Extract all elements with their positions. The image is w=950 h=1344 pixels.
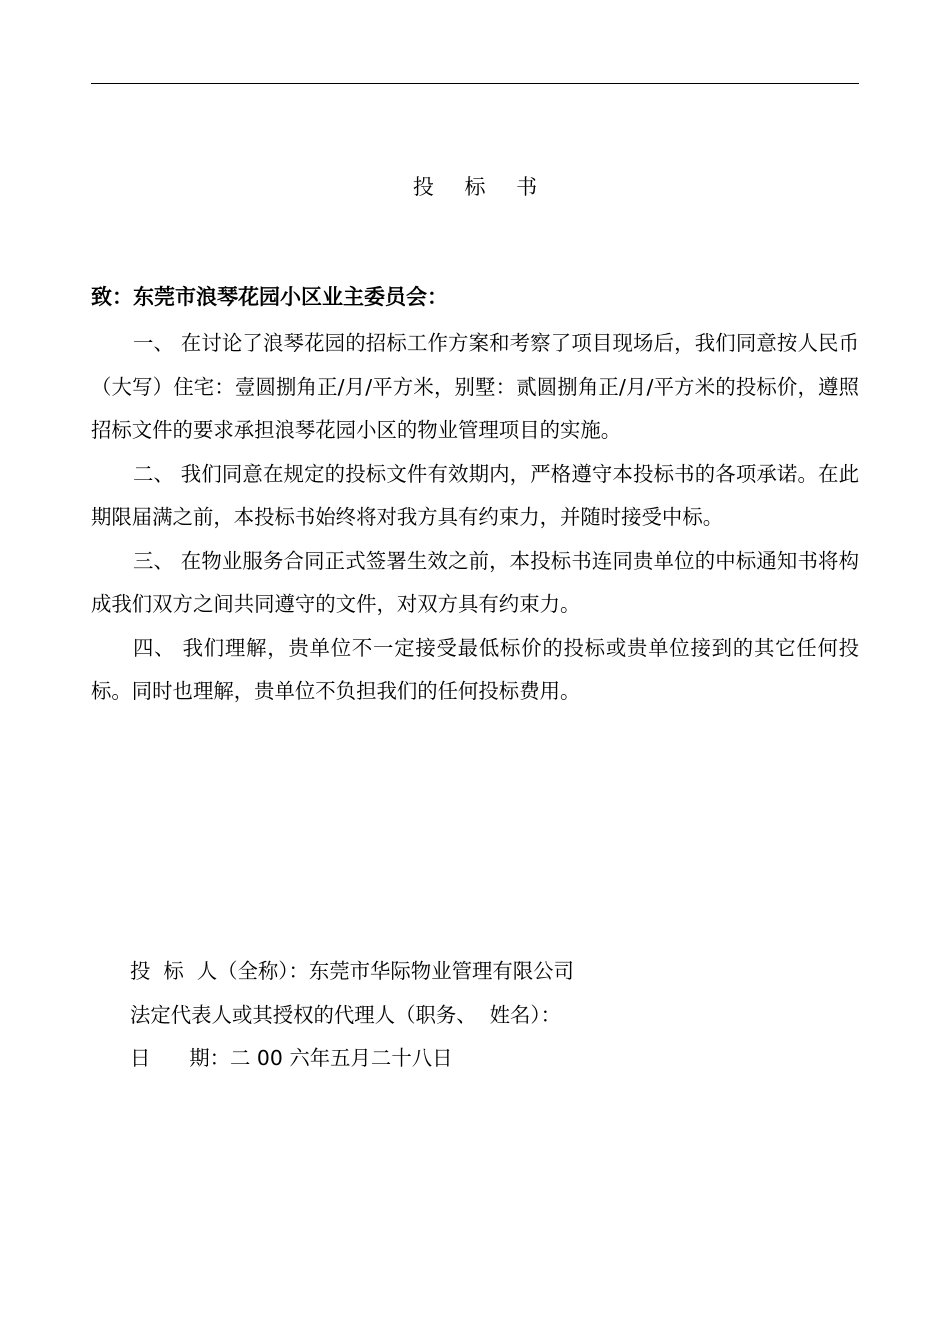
- bidder-line: 投 标 人（全称）：东莞市华际物业管理有限公司: [130, 959, 574, 983]
- representative-line: 法定代表人或其授权的代理人（职务、 姓名）：: [130, 1002, 561, 1027]
- document-title: 投 标 书: [412, 175, 550, 199]
- signature-block: [130, 950, 830, 1081]
- document-body: [91, 322, 859, 714]
- paragraph-1: 一、 在讨论了浪琴花园的招标工作方案和考察了项目现场后，我们同意按人民币（大写）住宅：壹圆捌角正/月/平方米，别墅：贰圆捌角正/月/平方米的投标价，遵照招标文件的要求承担浪琴花园小区的物业管理项目的实施。: [91, 331, 859, 442]
- header-rule: [91, 83, 859, 84]
- paragraph-2: 二、 我们同意在规定的投标文件有效期内，严格遵守本投标书的各项承诺。在此期限届满之前，本投标书始终将对我方具有约束力，并随时接受中标。: [91, 461, 859, 529]
- date-line: 日 期：二 00 六年五月二十八日: [130, 1046, 453, 1070]
- paragraph-3: 三、 在物业服务合同正式签署生效之前，本投标书连同贵单位的中标通知书将构成我们双方之间共同遵守的文件，对双方具有约束力。: [91, 548, 859, 616]
- salutation: 致：东莞市浪琴花园小区业主委员会：: [91, 285, 448, 309]
- paragraph-4: 四、 我们理解，贵单位不一定接受最低标价的投标或贵单位接到的其它任何投标。同时也理解，贵单位不负担我们的任何投标费用。: [91, 635, 859, 703]
